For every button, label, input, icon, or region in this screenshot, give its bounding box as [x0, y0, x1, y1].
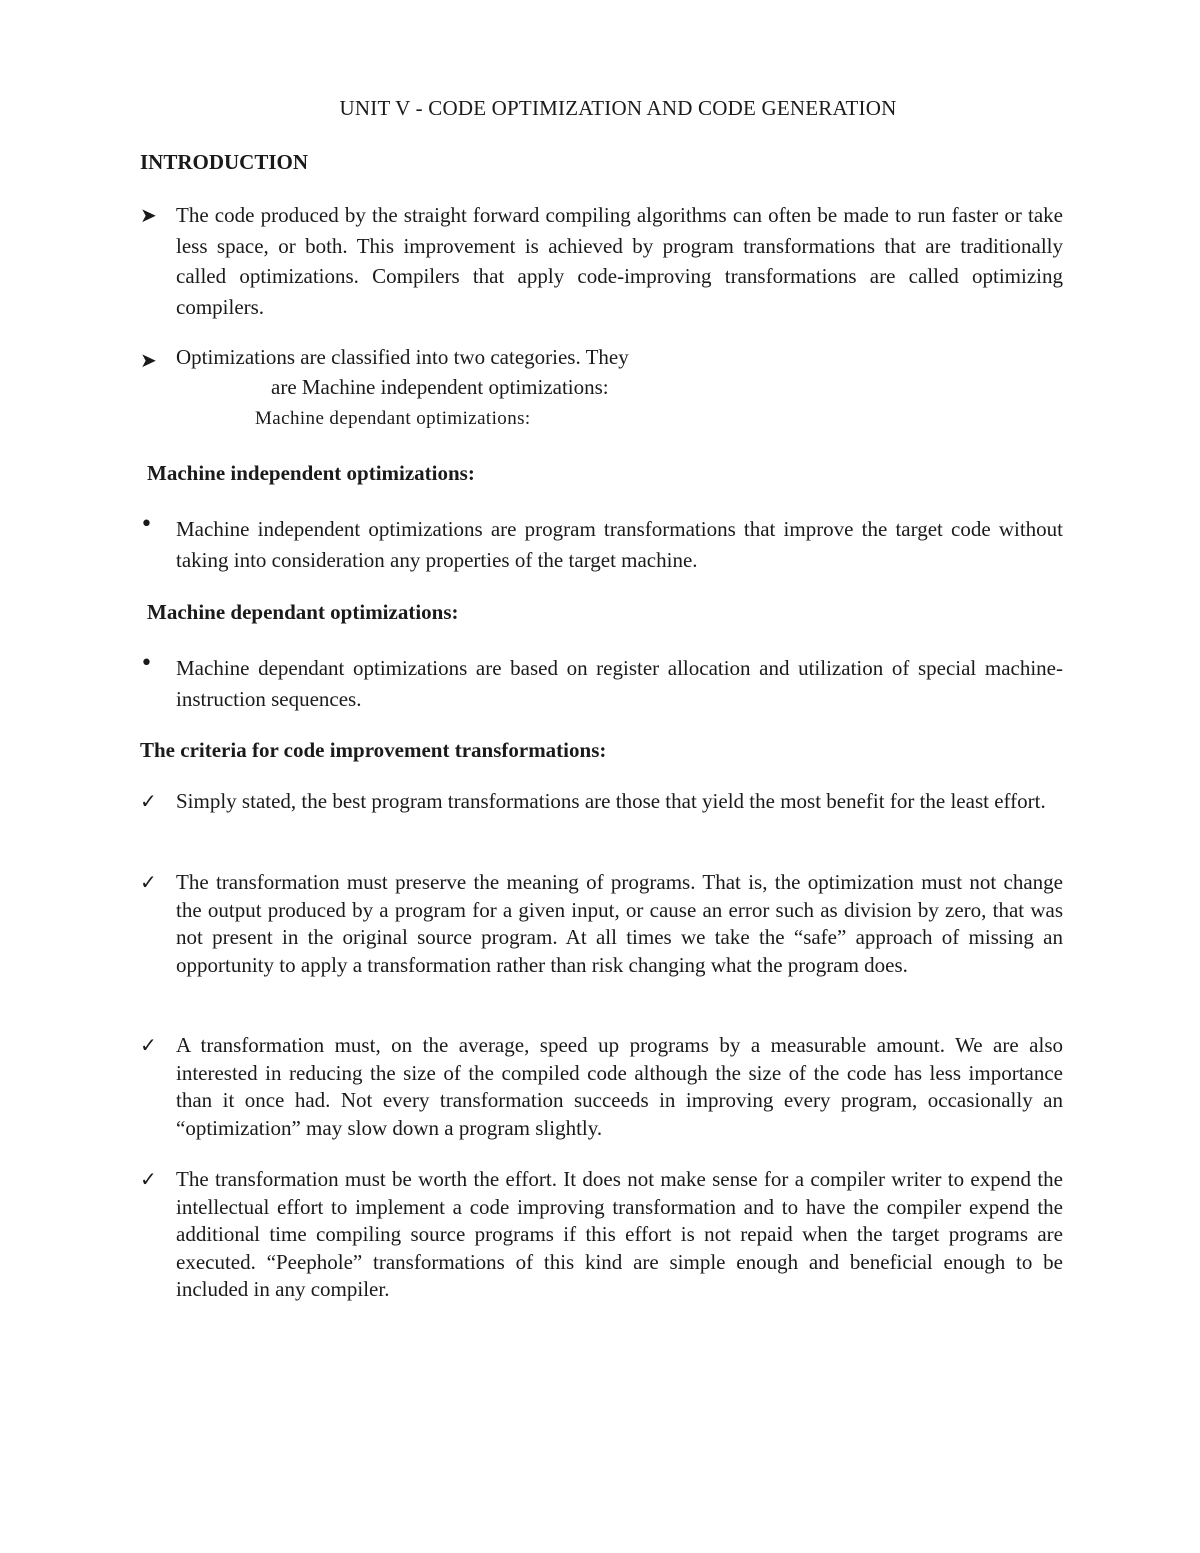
arrow-bullet-icon: ➤	[140, 348, 157, 372]
checkmark-icon: ✓	[140, 1033, 157, 1057]
criteria-heading: The criteria for code improvement transformations:	[140, 738, 607, 762]
dot-bullet-icon: •	[140, 512, 153, 537]
machine-independent-heading: Machine independent optimizations:	[147, 461, 475, 485]
checkmark-icon: ✓	[140, 1167, 157, 1191]
checkmark-icon: ✓	[140, 789, 157, 813]
criteria-item: A transformation must, on the average, speed up programs by a measurable amount. We are also interested in reducing the size of the compiled code although the size of the code has less importance than it once had. Not every transformation succeeds in improving every program, occasionally an “optimization” may slow down a program slightly.	[176, 1033, 1063, 1140]
category-machine-independent: are Machine independent optimizations:	[271, 375, 609, 399]
criteria-item: The transformation must preserve the meaning of programs. That is, the optimization must not change the output produced by a program for a given input, or cause an error such as division by zero, that was not present in the original source program. At all times we take the “safe” approach of missing an opportunity to apply a transformation rather than risk changing what the program does.	[176, 870, 1063, 977]
arrow-bullet-icon: ➤	[140, 203, 157, 227]
machine-dependant-heading: Machine dependant optimizations:	[147, 600, 459, 624]
intro-paragraph-1: The code produced by the straight forward compiling algorithms can often be made to run faster or take less space, or both. This improvement is achieved by program transformations that are traditionally called optimizations. Compilers that apply code-improving transformations are called optimizing compilers.	[176, 203, 1063, 319]
introduction-heading: INTRODUCTION	[140, 150, 309, 174]
dot-bullet-icon: •	[140, 651, 153, 676]
checkmark-icon: ✓	[140, 870, 157, 894]
criteria-item: Simply stated, the best program transformations are those that yield the most benefit for the least effort.	[176, 789, 1046, 813]
page-title: UNIT V - CODE OPTIMIZATION AND CODE GENERATION	[339, 96, 897, 120]
machine-dependant-text: Machine dependant optimizations are based on register allocation and utilization of special machine-instruction sequences.	[176, 656, 1063, 711]
criteria-item: The transformation must be worth the effort. It does not make sense for a compiler writer to expend the intellectual effort to implement a code improving transformation and to have the compiler expend the additional time compiling source programs if this effort is not repaid when the target programs are executed. “Peephole” transformations of this kind are simple enough and beneficial enough to be included in any compiler.	[176, 1167, 1063, 1301]
intro-paragraph-2: Optimizations are classified into two categories. They	[176, 345, 629, 369]
machine-independent-text: Machine independent optimizations are program transformations that improve the target code without taking into consideration any properties of the target machine.	[176, 517, 1063, 572]
category-machine-dependant: Machine dependant optimizations:	[255, 408, 531, 429]
